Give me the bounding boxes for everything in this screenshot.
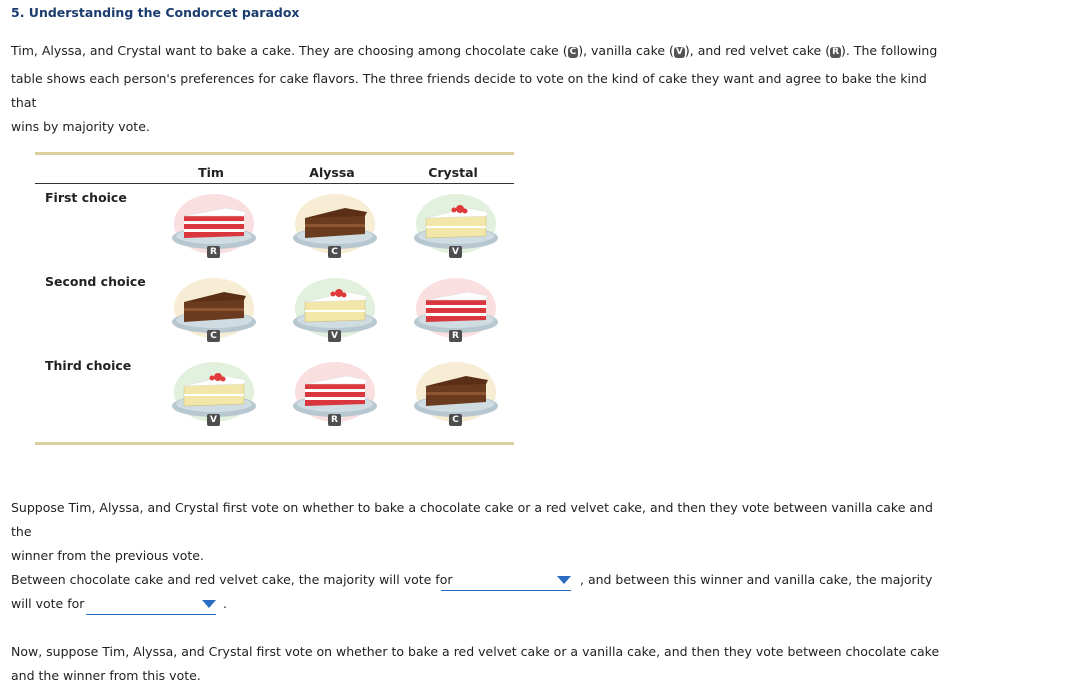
chocolate-cake-cell <box>166 272 262 344</box>
final-winner-dropdown[interactable] <box>86 594 216 615</box>
chocolate-cake-cell <box>287 188 383 260</box>
scenario-1-line-1: Suppose Tim, Alyssa, and Crystal first vote on whether to bake a chocolate cake or a red velvet cake, and then they vote between vanilla cake and the <box>11 500 933 539</box>
table-header-rule <box>35 183 514 184</box>
column-header-tim: Tim <box>198 165 224 180</box>
red-velvet-cake-cell <box>166 188 262 260</box>
cake-letter-badge: V <box>207 414 220 426</box>
first-vote-winner-dropdown[interactable] <box>441 570 571 591</box>
cake-letter-badge: R <box>449 330 462 342</box>
vote-sentence-middle: , and between this winner and vanilla cake, the majority <box>580 572 933 587</box>
column-header-alyssa: Alyssa <box>309 165 355 180</box>
chocolate-badge: C <box>569 47 577 57</box>
scenario-2-paragraph <box>11 640 941 688</box>
column-header-crystal: Crystal <box>428 165 478 180</box>
row-label-first-choice: First choice <box>45 190 127 205</box>
row-label-second-choice: Second choice <box>45 274 146 289</box>
cake-letter-badge: C <box>328 246 341 258</box>
intro-paragraph <box>11 39 941 139</box>
cake-letter-badge: C <box>207 330 220 342</box>
vanilla-cake-cell <box>408 188 504 260</box>
vote-sentence-start: Between chocolate cake and red velvet cake, the majority will vote for <box>11 572 453 587</box>
scenario-2-line-2: and the winner from this vote. <box>11 668 201 683</box>
intro-line-2: table shows each person's preferences for cake flavors. The three friends decide to vote on the kind of cake they want and agree to bake the kind that <box>11 71 927 110</box>
cake-letter-badge: R <box>207 246 220 258</box>
chevron-down-icon <box>202 600 216 608</box>
cake-letter-badge: R <box>328 414 341 426</box>
scenario-1-line-2: winner from the previous vote. <box>11 548 204 563</box>
table-top-rule <box>35 152 514 155</box>
cake-letter-badge: V <box>328 330 341 342</box>
chevron-down-icon <box>557 576 571 584</box>
vanilla-badge: V <box>675 47 683 57</box>
vanilla-cake-cell <box>287 272 383 344</box>
cake-letter-badge: V <box>449 246 462 258</box>
chocolate-cake-cell <box>408 356 504 428</box>
vote-sentence-end: . <box>223 596 227 611</box>
row-label-third-choice: Third choice <box>45 358 132 373</box>
vote-sentence-line-2: will vote for <box>11 596 85 611</box>
preferences-table <box>35 152 514 446</box>
question-title: 5. Understanding the Condorcet paradox <box>11 5 300 20</box>
intro-line-1: Tim, Alyssa, and Crystal want to bake a cake. They are choosing among chocolate cake ( C ), vanilla cake ( V ), and red velvet cake ( R ). The following <box>11 43 938 58</box>
red-velvet-badge: R <box>832 47 840 57</box>
red-velvet-cake-cell <box>408 272 504 344</box>
table-bottom-rule <box>35 442 514 445</box>
scenario-2-line-1: Now, suppose Tim, Alyssa, and Crystal first vote on whether to bake a red velvet cake or a vanilla cake, and then they vote between chocolate cake <box>11 644 940 659</box>
scenario-1-paragraph <box>11 496 941 568</box>
vanilla-cake-cell <box>166 356 262 428</box>
intro-line-3: wins by majority vote. <box>11 119 150 134</box>
red-velvet-cake-cell <box>287 356 383 428</box>
cake-letter-badge: C <box>449 414 462 426</box>
